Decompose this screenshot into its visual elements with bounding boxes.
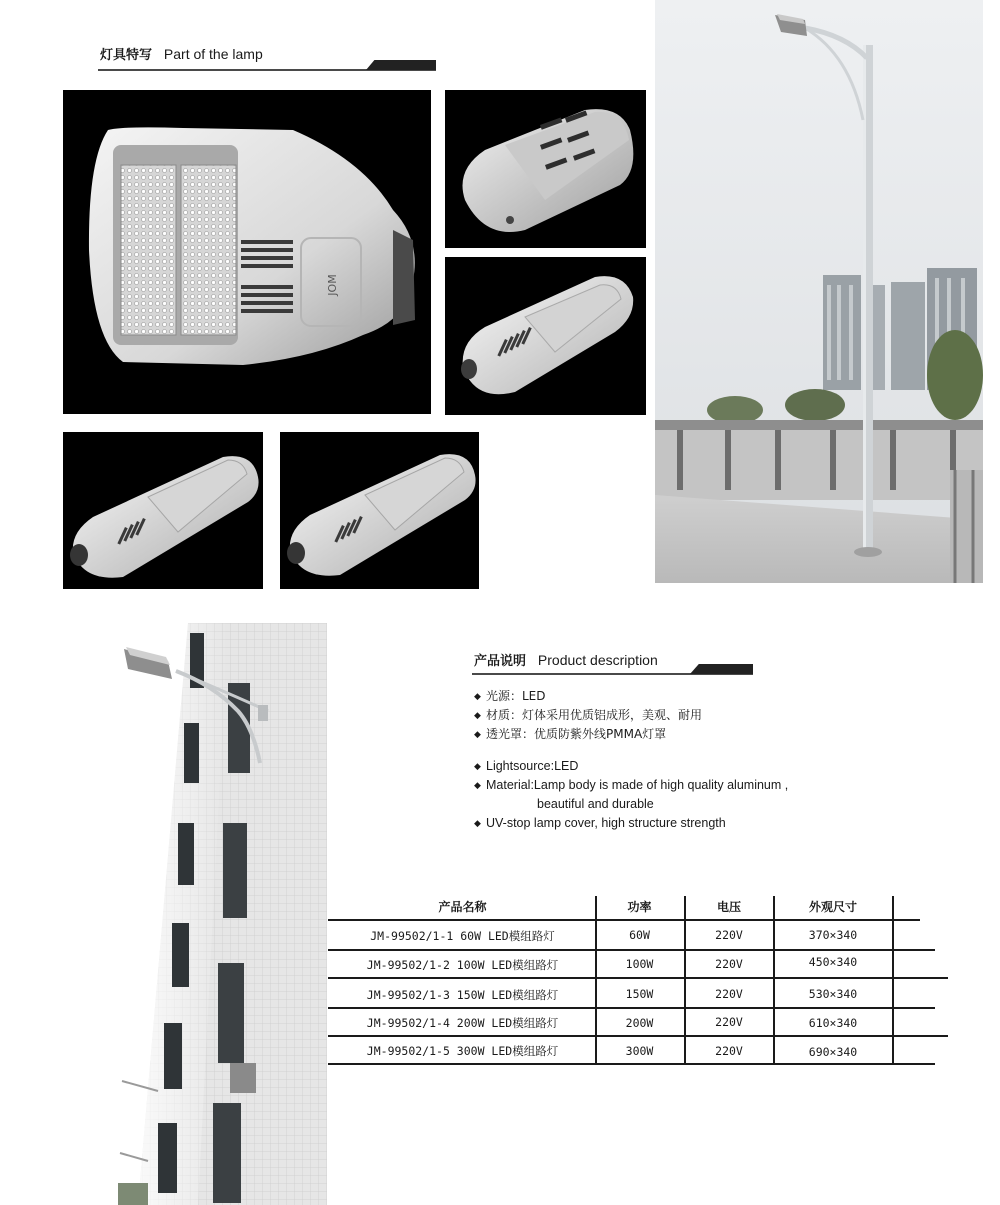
building-wall-photo (118, 623, 327, 1205)
lamp-section-title-cn: 灯具特写 (100, 48, 153, 63)
lamp-photo-right-view (280, 432, 479, 589)
spec-row-2-name: JM-99502/1-2 100W LED模组路灯 (366, 958, 559, 972)
spec-row-4-name: JM-99502/1-4 200W LED模组路灯 (366, 1016, 559, 1030)
description-section-title-en: Product description (537, 652, 658, 668)
description-section-rule-tab (690, 664, 753, 674)
description-cn-item: ◆ 材质：灯体采用优质铝成形，美观、耐用 (474, 708, 703, 722)
lamp-section-title (100, 44, 263, 63)
description-section-title (474, 650, 658, 669)
spec-row-5-name: JM-99502/1-5 300W LED模组路灯 (366, 1044, 559, 1058)
lamp-photo-angled (445, 90, 646, 248)
spec-row-3-voltage: 220V (715, 987, 743, 1001)
description-en-item: ◆ UV-stop lamp cover, high structure strength (474, 816, 726, 830)
spec-row-3-name: JM-99502/1-3 150W LED模组路灯 (366, 988, 559, 1002)
description-en-item: ◆ Lightsource:LED (474, 759, 579, 773)
street-scene-photo (655, 0, 983, 583)
spec-row-1-power: 60W (629, 928, 650, 942)
table-rule (328, 919, 920, 921)
description-en-item: ◆ Material:Lamp body is made of high quality aluminum , (474, 778, 789, 792)
spec-row-4-voltage: 220V (715, 1015, 743, 1029)
spec-header-voltage: 电压 (716, 900, 741, 914)
lamp-logo: JOM (326, 274, 339, 296)
spec-header-power: 功率 (627, 900, 652, 914)
table-rule (328, 1063, 935, 1065)
table-col-divider (684, 896, 686, 1064)
table-col-divider (773, 896, 775, 1064)
spec-row-3-power: 150W (625, 987, 654, 1001)
spec-header-name: 产品名称 (438, 900, 487, 914)
lamp-section-title-en: Part of the lamp (163, 46, 263, 62)
description-section-title-cn: 产品说明 (474, 654, 527, 669)
description-cn-item: ◆ 透光罩：优质防紫外线PMMA灯罩 (474, 727, 667, 741)
lamp-section-rule-tab (366, 60, 436, 70)
spec-row-4-power: 200W (625, 1016, 654, 1030)
spec-row-1-voltage: 220V (715, 928, 743, 942)
spec-header-size: 外观尺寸 (808, 900, 857, 914)
description-cn-item: ◆ 光源：LED (474, 689, 546, 703)
table-col-divider (892, 896, 894, 1064)
lamp-photo-main (63, 90, 431, 414)
description-en-list (474, 757, 788, 833)
spec-row-5-size: 690×340 (808, 1045, 858, 1059)
table-col-divider (595, 896, 597, 1064)
table-rule (328, 949, 935, 951)
spec-row-1-size: 370×340 (808, 928, 858, 942)
lamp-photo-top (445, 257, 646, 415)
spec-row-2-power: 100W (625, 957, 654, 971)
spec-row-4-size: 610×340 (808, 1016, 858, 1030)
spec-row-3-size: 530×340 (808, 987, 858, 1001)
table-rule (328, 1035, 948, 1037)
spec-row-5-power: 300W (625, 1044, 654, 1058)
description-cn-list (474, 687, 702, 744)
lamp-photo-left-view (63, 432, 263, 589)
table-rule (328, 977, 948, 979)
spec-row-2-size: 450×340 (808, 955, 858, 969)
spec-row-5-voltage: 220V (715, 1044, 743, 1058)
spec-row-1-name: JM-99502/1-1 60W LED模组路灯 (370, 929, 555, 943)
spec-row-2-voltage: 220V (715, 957, 743, 971)
table-rule (328, 1007, 935, 1009)
description-en-item-continued: beautiful and durable (537, 797, 654, 811)
